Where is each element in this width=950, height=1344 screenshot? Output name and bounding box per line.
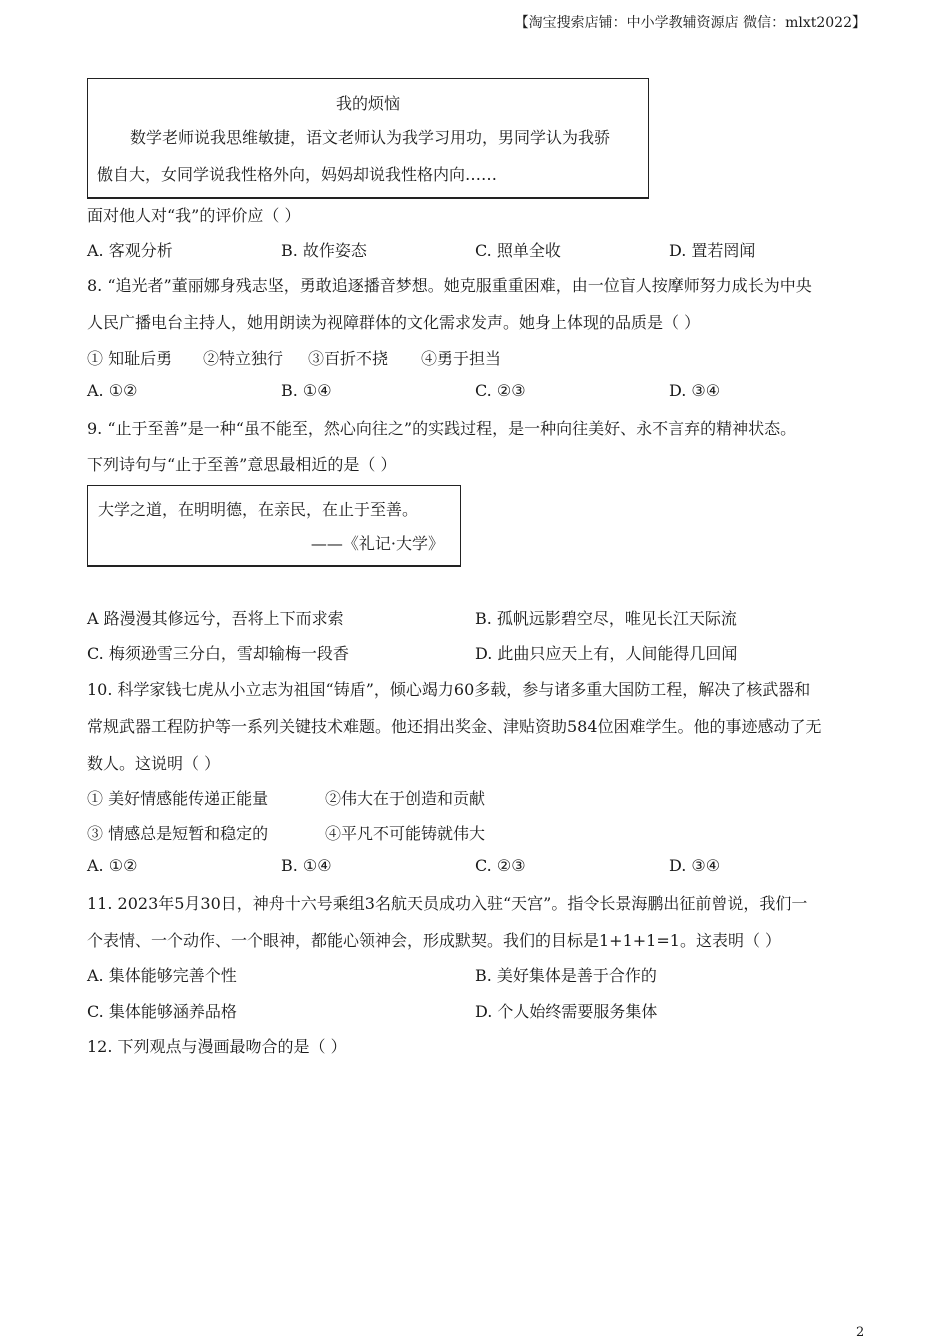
question-10-option-c: C. ②③: [475, 856, 526, 875]
question-7-option-b: B. 故作姿态: [281, 241, 367, 260]
question-8-line-2: 人民广播电台主持人，她用朗读为视障群体的文化需求发声。她身上体现的品质是（ ）: [87, 313, 701, 332]
question-7-option-a: A. 客观分析: [87, 241, 173, 260]
question-8-option-c: C. ②③: [475, 381, 526, 400]
material-box-divider: [87, 197, 649, 199]
question-11-option-c: C. 集体能够涵养品格: [87, 1002, 237, 1021]
material-line-2: 傲自大，女同学说我性格外向，妈妈却说我性格内向……: [97, 165, 498, 184]
quote-source: ——《礼记·大学》: [310, 534, 444, 553]
question-11-option-b: B. 美好集体是善于合作的: [475, 966, 657, 985]
question-11-option-d: D. 个人始终需要服务集体: [475, 1002, 658, 1021]
material-title: 我的烦恼: [335, 94, 400, 113]
question-9-option-b: B. 孤帆远影碧空尽，唯见长江天际流: [475, 609, 737, 628]
question-10-item-2: ②伟大在于创造和贡献: [325, 789, 486, 808]
question-8-option-b: B. ①④: [281, 381, 332, 400]
question-10-item-1: ① 美好情感能传递正能量: [87, 789, 269, 808]
question-11-line-1: 11. 2023年5月30日，神舟十六号乘组3名航天员成功入驻“天宫”。指令长景海鹏出征前曾说，我们一: [87, 894, 808, 913]
material-line-1: 数学老师说我思维敏捷，语文老师认为我学习用功，男同学认为我骄: [130, 128, 611, 147]
page-number: 2: [856, 1325, 865, 1340]
question-8-item-3: ③百折不挠: [308, 349, 389, 368]
question-9-option-d: D. 此曲只应天上有，人间能得几回闻: [475, 644, 738, 663]
question-9-option-a: A 路漫漫其修远兮，吾将上下而求索: [87, 609, 344, 628]
question-8-item-1: ① 知耻后勇: [87, 349, 173, 368]
question-8-item-4: ④勇于担当: [421, 349, 502, 368]
page-header: 【淘宝搜索店铺：中小学教辅资源店 微信：mlxt2022】: [514, 15, 866, 31]
question-12-stem: 12. 下列观点与漫画最吻合的是（ ）: [87, 1037, 347, 1056]
quote-box-liji: [87, 485, 461, 567]
question-10-option-d: D. ③④: [669, 856, 721, 875]
question-8-item-2: ②特立独行: [203, 349, 284, 368]
question-8-option-d: D. ③④: [669, 381, 721, 400]
question-10-line-2: 常规武器工程防护等一系列关键技术难题。他还捐出奖金、津贴资助584位困难学生。他的事迹感动了无: [87, 717, 822, 736]
quote-text: 大学之道，在明明德，在亲民，在止于至善。: [98, 500, 419, 519]
question-9-line-1: 9. “止于至善”是一种“虽不能至，然心向往之”的实践过程，是一种向往美好、永不言弃的精神状态。: [87, 419, 797, 438]
question-10-option-a: A. ①②: [87, 856, 138, 875]
question-10-line-1: 10. 科学家钱七虎从小立志为祖国“铸盾”，倾心竭力60多载，参与诸多重大国防工程，解决了核武器和: [87, 680, 811, 699]
question-10-item-3: ③ 情感总是短暂和稳定的: [87, 824, 269, 843]
question-7-option-d: D. 置若罔闻: [669, 241, 756, 260]
question-7-stem: 面对他人对“我”的评价应（ ）: [87, 206, 301, 225]
material-box-my-troubles: [87, 78, 649, 198]
question-9-line-2: 下列诗句与“止于至善”意思最相近的是（ ）: [87, 455, 397, 474]
question-10-line-3: 数人。这说明（ ）: [87, 754, 221, 773]
question-11-line-2: 个表情、一个动作、一个眼神，都能心领神会，形成默契。我们的目标是1+1+1=1。这表明（ ）: [87, 931, 782, 950]
question-8-line-1: 8. “追光者”董丽娜身残志坚，勇敢追逐播音梦想。她克服重重困难，由一位盲人按摩师努力成长为中央: [87, 276, 812, 295]
question-9-option-c: C. 梅须逊雪三分白，雪却输梅一段香: [87, 644, 349, 663]
question-10-option-b: B. ①④: [281, 856, 332, 875]
question-10-item-4: ④平凡不可能铸就伟大: [325, 824, 486, 843]
question-8-option-a: A. ①②: [87, 381, 138, 400]
question-7-option-c: C. 照单全收: [475, 241, 561, 260]
question-11-option-a: A. 集体能够完善个性: [87, 966, 237, 985]
